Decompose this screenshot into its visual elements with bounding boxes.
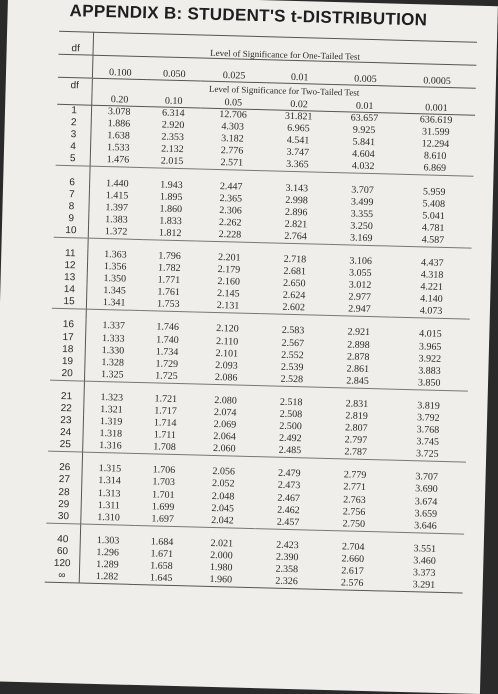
critical-value-cell: 2.473: [277, 480, 301, 492]
critical-value-cell: 3.646: [414, 520, 437, 532]
critical-value-cell: 1.895: [159, 191, 183, 203]
critical-value-cell: 3.106: [349, 255, 373, 268]
critical-value-cell: 2.776: [220, 145, 244, 157]
critical-value-cell: 1.321: [100, 404, 123, 416]
df-cell: 17: [51, 331, 86, 344]
critical-value-cell: 2.492: [278, 432, 302, 445]
critical-value-cell: 1.753: [156, 298, 180, 311]
critical-value-cell: 2.624: [282, 290, 306, 302]
critical-value-cell: 3.922: [418, 352, 442, 365]
critical-value-cell: 1.383: [105, 213, 128, 226]
one-tailed-level: 0.005: [332, 61, 398, 86]
one-tailed-level: 0.01: [267, 60, 333, 85]
critical-value-cell: 2.787: [344, 446, 368, 459]
critical-value-cell: 2.921: [347, 326, 371, 339]
critical-value-cell: 1.812: [158, 227, 182, 239]
df-cell: 40: [46, 533, 81, 546]
critical-value-cell: 2.617: [341, 565, 364, 578]
critical-value-cell: 1.734: [155, 346, 179, 358]
critical-value-cell: 3.725: [415, 448, 439, 461]
df-cell: ∞: [45, 570, 80, 583]
critical-value-cell: 2.878: [346, 351, 370, 363]
critical-value-cell: 4.781: [421, 222, 445, 234]
critical-value-cell: 63.657: [350, 112, 379, 125]
critical-value-cell: 3.674: [414, 495, 438, 508]
df-cell: 13: [52, 272, 87, 285]
critical-value-cell: 4.437: [420, 257, 444, 269]
critical-value-cell: 2.060: [212, 443, 236, 455]
critical-value-cell: 2.093: [215, 359, 238, 372]
critical-value-cell: 3.373: [412, 567, 436, 579]
df-cell: 20: [50, 367, 85, 380]
critical-value-cell: 2.797: [344, 434, 368, 447]
critical-value-cell: 2.821: [284, 218, 308, 231]
df-cell: 2: [57, 117, 92, 130]
critical-value-cell: 3.551: [413, 543, 437, 555]
critical-value-cell: 2.052: [211, 478, 235, 491]
critical-value-cell: 3.792: [416, 412, 440, 424]
critical-value-cell: 2.539: [280, 361, 304, 374]
critical-value-cell: 4.303: [221, 121, 245, 133]
critical-value-cell: 2.845: [346, 375, 369, 387]
critical-value-cell: 1.721: [154, 393, 178, 405]
critical-value-cell: 1.372: [104, 225, 128, 238]
critical-value-cell: 31.821: [284, 110, 313, 123]
critical-value-cell: 1.313: [97, 487, 121, 500]
df-cell: 6: [55, 176, 90, 189]
critical-value-cell: 2.457: [276, 516, 300, 529]
critical-value-cell: 2.056: [212, 466, 236, 478]
critical-value-cell: 2.048: [211, 490, 235, 503]
df-cell: 27: [47, 474, 82, 487]
df-spacer-2: [57, 92, 92, 105]
critical-value-cell: 4.604: [352, 148, 375, 161]
critical-value-cell: 2.764: [284, 230, 307, 243]
critical-value-cell: 3.078: [107, 106, 131, 118]
critical-value-cell: 1.714: [153, 417, 177, 430]
critical-value-cell: 1.315: [98, 463, 122, 475]
critical-value-cell: 6.869: [423, 162, 447, 175]
critical-value-cell: 1.697: [151, 513, 175, 525]
df-cell: 26: [48, 462, 83, 475]
critical-value-cell: 5.041: [422, 210, 445, 222]
critical-value-cell: 3.182: [221, 133, 244, 145]
critical-value-cell: 3.012: [348, 279, 372, 292]
critical-value-cell: 2.528: [280, 373, 304, 386]
critical-value-cell: 1.350: [103, 273, 127, 285]
df-cell: 3: [56, 129, 91, 142]
critical-value-cell: 1.960: [188, 573, 254, 587]
critical-value-cell: 2.898: [347, 339, 370, 351]
t-distribution-table: [45, 31, 477, 594]
critical-value-cell: 2.042: [211, 514, 234, 527]
critical-value-cell: 2.756: [342, 506, 366, 518]
critical-value-cell: 1.717: [154, 405, 177, 418]
critical-value-cell: 1.328: [101, 356, 125, 369]
critical-value-cell: 3.460: [413, 555, 436, 567]
critical-value-cell: 3.819: [417, 400, 440, 412]
critical-value-cell: 2.326: [254, 575, 320, 589]
critical-value-cell: 2.771: [343, 481, 367, 494]
critical-value-cell: 2.583: [281, 325, 305, 337]
critical-value-cell: 2.567: [281, 337, 305, 349]
critical-value-cell: 3.768: [416, 424, 440, 436]
critical-value-cell: 2.920: [161, 119, 185, 132]
critical-value-cell: 1.684: [150, 536, 174, 548]
critical-value-cell: 2.365: [219, 192, 243, 205]
critical-value-cell: 3.143: [285, 182, 309, 194]
critical-value-cell: 2.015: [160, 155, 184, 168]
critical-value-cell: 1.310: [97, 511, 121, 524]
critical-value-cell: 2.110: [215, 335, 239, 348]
critical-value-cell: 2.819: [345, 410, 368, 423]
critical-value-cell: 2.660: [341, 553, 365, 565]
one-tailed-level: 0.025: [201, 58, 267, 83]
critical-value-cell: 2.763: [343, 493, 366, 506]
critical-value-cell: 4.032: [351, 160, 375, 173]
df-cell: 23: [49, 415, 84, 428]
critical-value-cell: 3.355: [350, 208, 374, 220]
critical-value-cell: 2.518: [279, 396, 303, 409]
critical-value-cell: 2.947: [347, 303, 371, 316]
critical-value-cell: 2.101: [215, 347, 239, 360]
df-cell: 11: [53, 248, 88, 261]
critical-value-cell: 2.306: [219, 204, 242, 217]
critical-value-cell: 2.750: [342, 518, 366, 530]
critical-value-cell: 2.160: [217, 276, 241, 288]
critical-value-cell: 4.541: [286, 135, 310, 147]
critical-value-cell: 12.706: [219, 109, 247, 121]
critical-value-cell: 31.599: [421, 126, 450, 139]
critical-value-cell: 2.045: [211, 502, 235, 515]
page-title: APPENDIX B: STUDENT'S t-DISTRIBUTION: [69, 1, 428, 30]
critical-value-cell: 2.462: [277, 504, 300, 516]
critical-value-cell: 3.250: [350, 220, 373, 232]
critical-value-cell: 2.000: [210, 549, 233, 562]
critical-value-cell: 1.943: [160, 179, 183, 191]
critical-value-cell: 2.064: [213, 431, 236, 443]
critical-value-cell: 2.861: [346, 363, 370, 375]
critical-value-cell: 1.703: [152, 476, 176, 489]
critical-value-cell: 3.690: [415, 483, 438, 496]
two-tailed-level: 0.001: [397, 101, 475, 116]
critical-value-cell: 6.965: [287, 122, 310, 135]
two-tailed-level: 0.20: [92, 93, 147, 107]
critical-value-cell: 1.746: [156, 321, 180, 334]
df-cell: 19: [50, 355, 85, 368]
critical-value-cell: 3.291: [385, 579, 463, 594]
critical-value-cell: 2.120: [216, 323, 239, 336]
critical-value-cell: 1.397: [105, 201, 129, 214]
critical-value-cell: 2.602: [282, 302, 306, 314]
df-spacer: [58, 54, 93, 78]
critical-value-cell: 4.587: [421, 234, 445, 246]
critical-value-cell: 3.365: [286, 159, 309, 171]
critical-value-cell: 3.965: [418, 340, 442, 353]
critical-value-cell: 1.645: [134, 572, 188, 586]
df-cell: 29: [47, 498, 82, 511]
critical-value-cell: 2.571: [220, 157, 244, 170]
critical-value-cell: 2.576: [319, 577, 385, 591]
df-cell: 12: [53, 260, 88, 273]
critical-value-cell: 1.476: [106, 154, 130, 167]
critical-value-cell: 2.831: [345, 398, 369, 410]
critical-value-cell: 1.980: [209, 561, 233, 574]
df-cell: 30: [46, 510, 81, 523]
critical-value-cell: 3.745: [416, 436, 440, 449]
critical-value-cell: 1.333: [101, 332, 125, 345]
critical-value-cell: 1.761: [157, 286, 181, 299]
critical-value-cell: 6.314: [161, 107, 185, 120]
df-cell: 16: [51, 319, 86, 332]
critical-value-cell: 1.303: [96, 534, 120, 547]
critical-value-cell: 3.883: [418, 365, 441, 377]
critical-value-cell: 1.323: [100, 391, 124, 404]
df-cell: 5: [56, 153, 91, 166]
critical-value-cell: 3.659: [414, 507, 438, 520]
critical-value-cell: 3.055: [348, 267, 372, 280]
critical-value-cell: 1.729: [155, 358, 179, 370]
critical-value-cell: 4.015: [419, 328, 442, 341]
critical-value-cell: 1.671: [150, 548, 174, 560]
df-header: df: [59, 31, 94, 55]
critical-value-cell: 1.296: [96, 546, 120, 559]
critical-value-cell: 1.701: [151, 488, 175, 501]
critical-value-cell: 2.718: [283, 253, 307, 266]
critical-value-cell: 2.262: [218, 216, 242, 229]
critical-value-cell: 2.807: [344, 422, 368, 435]
df-header-2: df: [58, 77, 93, 92]
critical-value-cell: 1.318: [99, 428, 123, 440]
critical-value-cell: 2.508: [279, 408, 303, 421]
critical-value-cell: 2.977: [348, 291, 372, 304]
two-tailed-level: 0.10: [147, 94, 201, 108]
critical-value-cell: 1.699: [151, 501, 175, 513]
one-tailed-level: 0.050: [147, 57, 201, 81]
critical-value-cell: 2.423: [276, 539, 299, 552]
critical-value-cell: 1.289: [95, 559, 119, 571]
critical-value-cell: 1.725: [155, 370, 178, 382]
critical-value-cell: 4.221: [420, 281, 444, 294]
critical-value-cell: 2.228: [218, 228, 242, 241]
critical-value-cell: 1.533: [106, 142, 130, 155]
critical-value-cell: 636.619: [419, 114, 453, 127]
df-cell: 60: [45, 546, 80, 559]
critical-value-cell: 2.704: [341, 541, 365, 553]
critical-value-cell: 5.959: [422, 185, 446, 198]
critical-value-cell: 2.485: [278, 444, 302, 457]
critical-value-cell: 2.390: [275, 551, 299, 564]
table-body: [45, 104, 475, 593]
critical-value-cell: 1.341: [102, 297, 126, 309]
two-tailed-level: 0.02: [266, 97, 332, 111]
critical-value-cell: 1.771: [157, 274, 181, 287]
critical-value-cell: 9.925: [352, 124, 376, 137]
critical-value-cell: 12.294: [421, 138, 450, 151]
df-cell: 15: [52, 296, 87, 309]
critical-value-cell: 5.408: [422, 197, 446, 210]
critical-value-cell: 3.169: [349, 232, 373, 244]
critical-value-cell: 1.282: [79, 571, 134, 585]
critical-value-cell: 3.707: [415, 471, 439, 484]
df-cell: 1: [57, 104, 92, 117]
critical-value-cell: 1.711: [153, 429, 177, 442]
critical-value-cell: 2.069: [213, 419, 237, 431]
critical-value-cell: 1.886: [107, 118, 131, 130]
critical-value-cell: 2.086: [214, 371, 238, 384]
critical-value-cell: 2.479: [277, 468, 301, 480]
critical-value-cell: 2.998: [285, 194, 308, 206]
df-cell: 4: [56, 141, 91, 154]
critical-value-cell: 1.706: [152, 464, 176, 477]
critical-value-cell: 2.132: [160, 143, 184, 156]
one-tailed-label: Level of Significance for One-Tailed Test: [93, 32, 477, 65]
critical-value-cell: 4.140: [419, 293, 443, 306]
two-tailed-level: 0.05: [200, 96, 266, 110]
critical-value-cell: 2.779: [343, 469, 367, 482]
critical-value-cell: 1.314: [98, 475, 121, 488]
critical-value-cell: 2.650: [282, 277, 306, 290]
critical-value-cell: 2.467: [277, 492, 301, 504]
critical-value-cell: 2.552: [281, 349, 304, 361]
critical-value-cell: 8.610: [423, 150, 447, 163]
critical-value-cell: 2.179: [217, 264, 241, 276]
critical-value-cell: 1.415: [105, 189, 129, 202]
critical-value-cell: 2.500: [279, 420, 302, 433]
critical-value-cell: 5.841: [352, 136, 376, 149]
critical-value-cell: 1.345: [103, 285, 126, 297]
critical-value-cell: 1.311: [97, 499, 121, 512]
df-cell: 25: [48, 439, 83, 452]
critical-value-cell: 2.131: [216, 300, 240, 312]
critical-value-cell: 3.850: [417, 377, 441, 389]
critical-value-cell: 1.740: [156, 333, 179, 346]
two-tailed-label: Level of Significance for Two-Tailed Test: [92, 78, 476, 103]
critical-value-cell: 3.499: [350, 196, 374, 208]
critical-value-cell: 1.325: [100, 368, 124, 381]
critical-value-cell: 1.796: [158, 250, 181, 263]
critical-value-cell: 1.319: [99, 416, 123, 428]
df-cell: 7: [55, 188, 90, 201]
critical-value-cell: 2.681: [283, 265, 307, 278]
critical-value-cell: 2.201: [217, 252, 241, 264]
critical-value-cell: 3.747: [286, 147, 310, 159]
critical-value-cell: 2.896: [284, 206, 308, 219]
critical-value-cell: 1.833: [159, 215, 182, 227]
critical-value-cell: 2.353: [161, 131, 185, 144]
critical-value-cell: 1.337: [102, 320, 126, 333]
critical-value-cell: 2.021: [210, 537, 234, 550]
df-cell: 10: [54, 225, 89, 238]
critical-value-cell: 4.073: [419, 305, 443, 318]
df-cell: 9: [54, 212, 89, 225]
df-cell: 21: [49, 391, 84, 404]
df-cell: 28: [47, 486, 82, 499]
critical-value-cell: 1.658: [150, 560, 173, 573]
one-tailed-level: 0.0005: [398, 63, 476, 88]
critical-value-cell: 1.638: [107, 130, 130, 142]
two-tailed-level: 0.01: [332, 99, 398, 113]
critical-value-cell: 1.440: [105, 177, 129, 190]
critical-value-cell: 1.330: [101, 344, 125, 357]
critical-value-cell: 4.318: [420, 269, 444, 282]
critical-value-cell: 1.860: [159, 203, 183, 215]
df-cell: 18: [51, 343, 86, 356]
critical-value-cell: 1.782: [157, 262, 181, 275]
critical-value-cell: 3.707: [351, 184, 374, 196]
df-cell: 120: [45, 558, 80, 571]
critical-value-cell: 2.080: [214, 394, 237, 407]
critical-value-cell: 1.363: [104, 249, 127, 261]
critical-value-cell: 2.074: [213, 407, 237, 419]
df-cell: 24: [48, 427, 83, 440]
critical-value-cell: 1.708: [153, 441, 176, 454]
critical-value-cell: 2.358: [275, 563, 299, 576]
df-cell: 22: [49, 403, 84, 416]
critical-value-cell: 2.447: [219, 180, 243, 193]
df-cell: 8: [54, 200, 89, 213]
critical-value-cell: 2.145: [216, 288, 240, 300]
one-tailed-level: 0.100: [92, 55, 148, 79]
critical-value-cell: 1.356: [103, 261, 127, 273]
critical-value-cell: 1.316: [99, 440, 122, 452]
df-cell: 14: [52, 284, 87, 297]
